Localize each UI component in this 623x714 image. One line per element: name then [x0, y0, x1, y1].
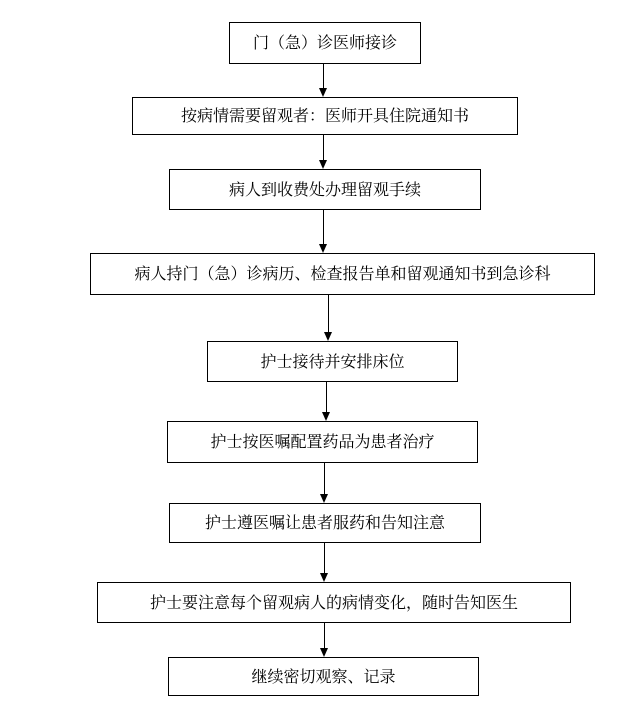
step-payment-procedure — [169, 169, 481, 210]
step-label: 按病情需要留观者：医师开具住院通知书 — [180, 106, 469, 125]
flow-arrow-line — [324, 623, 325, 648]
step-label: 病人持门（急）诊病历、检查报告单和留观通知书到急诊科 — [134, 264, 551, 283]
flow-arrow-line — [328, 295, 329, 332]
step-observation-notice — [132, 97, 518, 135]
flow-arrow-line — [323, 210, 324, 244]
step-nurse-assign-bed — [207, 341, 458, 382]
flow-arrow-line — [326, 382, 327, 412]
step-nurse-prepare-medicine — [167, 421, 478, 463]
flow-arrow-head — [322, 412, 330, 421]
flow-arrow-line — [323, 135, 324, 160]
flow-arrow-line — [324, 543, 325, 573]
step-label: 护士遵医嘱让患者服药和告知注意 — [204, 513, 445, 532]
flow-arrow-head — [319, 160, 327, 169]
flow-arrow-head — [320, 494, 328, 503]
flow-arrow-head — [319, 88, 327, 97]
step-label: 继续密切观察、记录 — [251, 666, 396, 686]
flow-arrow-line — [324, 463, 325, 494]
flow-arrow-head — [320, 573, 328, 582]
step-label: 护士按医嘱配置药品为患者治疗 — [210, 432, 435, 451]
step-label: 门（急）诊医师接诊 — [252, 33, 397, 52]
step-label: 护士接待并安排床位 — [260, 351, 405, 371]
step-bring-records — [90, 253, 595, 295]
step-nurse-give-medicine — [169, 503, 481, 543]
flow-arrow-line — [323, 64, 324, 88]
step-label: 护士要注意每个留观病人的病情变化，随时告知医生 — [149, 592, 518, 612]
step-observe-record — [168, 657, 479, 696]
flow-arrow-head — [324, 332, 332, 341]
flow-arrow-head — [319, 244, 327, 253]
step-doctor-reception — [229, 22, 421, 64]
flow-arrow-head — [320, 648, 328, 657]
step-nurse-monitor — [97, 582, 571, 623]
step-label: 病人到收费处办理留观手续 — [228, 179, 421, 199]
